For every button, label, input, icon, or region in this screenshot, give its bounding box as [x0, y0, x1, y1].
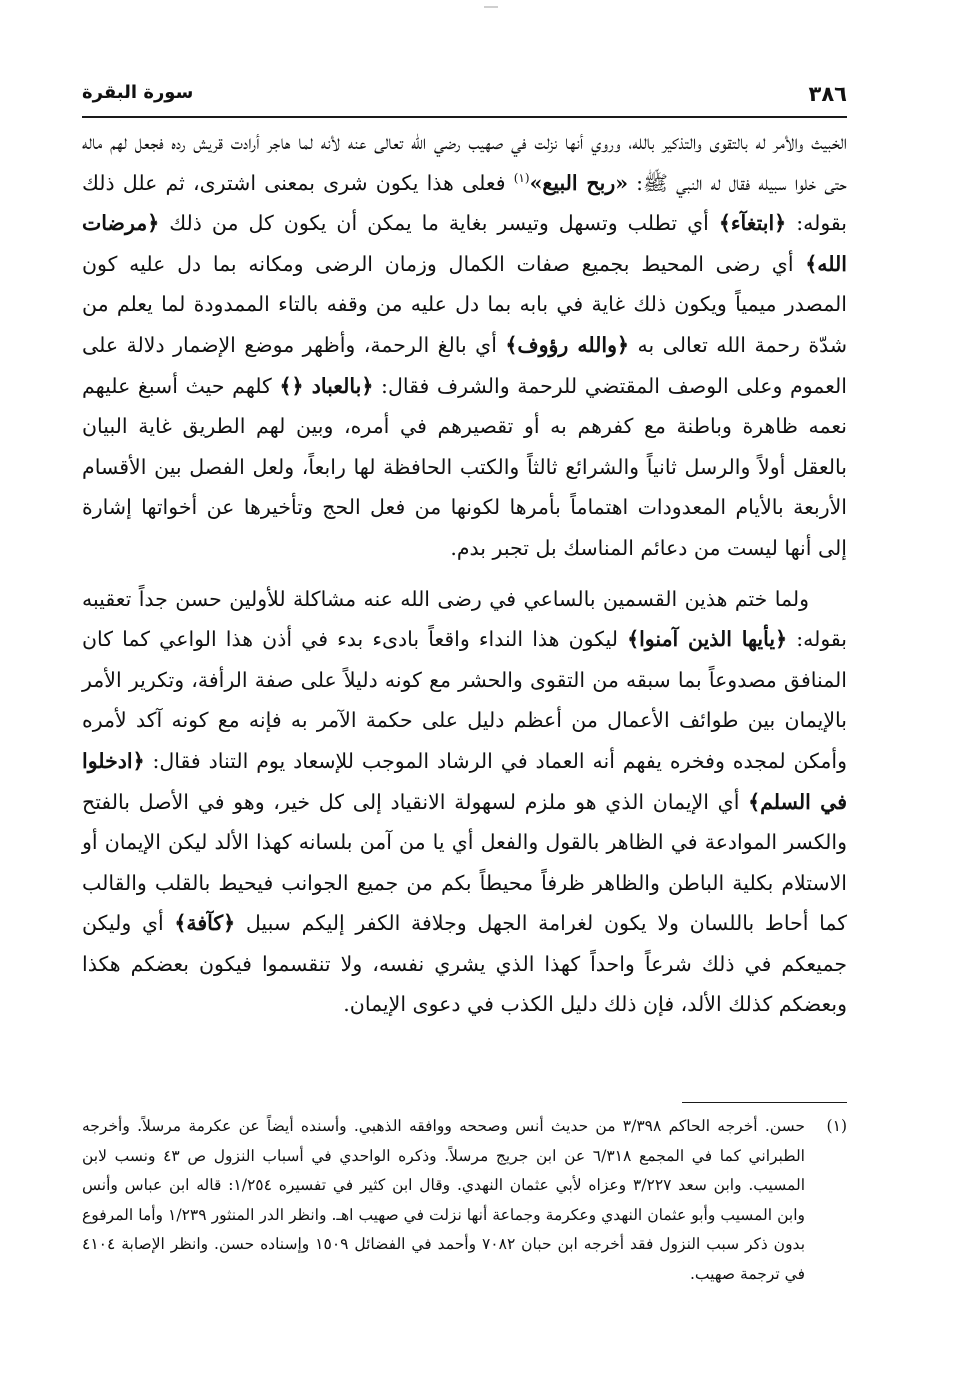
paragraph-1: [82, 122, 847, 569]
text-run: كلهم حيث أسبغ عليهم نعمه ظاهرة وباطنة مع كفرهم به أو تقصيرهم في أمره، وبين لهم الطريق غاية البيان بالعقل أولاً والرسل ثانياً والشرائع ثالثاً والكتب الحافظة لها رابعاً، ولعل الفصل بين الأقسام الأربعة بالأيام المعدودات اهتماماً بأمرها لكونها من فعل الحج وتأخيرها عن أخواتها إشارة إلى أنها ليست من دعائم المناسك بل تجبر بدم.: [82, 373, 847, 560]
page-top-mark: [484, 6, 498, 8]
main-text: [82, 122, 847, 1025]
footnote-reference: (١): [513, 170, 530, 185]
text-run: أي وليكن جميعكم في ذلك شرعاً واحداً كهذا الذي يشري نفسه، ولا تنقسموا فيكون بعضكم هكذا وبعضكم كذلك الألد، فإن ذلك دليل الكذب في دعوى الإيمان.: [82, 911, 847, 1017]
page-header: [82, 80, 847, 114]
header-rule: [82, 116, 847, 118]
hadith-quote: «ربح البيع»: [529, 170, 629, 195]
text-run: أي بالغ الرحمة، وأظهر موضع الإضمار دلالة على العموم وعلى الوصف المقتضي للرحمة والشرف فقال:: [82, 332, 847, 398]
text-run: أي الإيمان الذي هو ملزم لسهولة الانقياد إلى كل خير، وهو في الأصل بالفتح والكسر الموادعة في الظاهر بالقول والفعل أي يا من آمن بلسانه كهذا الألد ليكن الإيمان أو الاستلام بكلية الباطن والظاهر ظرفاً محيطاً بكم من جميع الجوانب فيحيط بالقلب والقالب كما أحاط باللسان ولا يكون لغرامة الجهل وجلافة الكفر إليكم سبيل: [82, 789, 847, 936]
text-run: ليكون هذا النداء واقعاً بادىء بدء في أذن هذا الواعي كما كان المنافق مصدوعاً بما سبقه من التقوى والحشر مع كونه دليلاً على صفة الرأفة، وتكرير الأمر بالإيمان بين طوائف الأعمال من أعظم دليل على حكمة الآمر به فإنه مع كونه آكد لأمره وأمكن لمجده وفخره يفهم أنه العماد في الرشاد الموجب للإسعاد يوم التناد فقال:: [82, 627, 847, 773]
footnote-number: (١): [826, 1117, 847, 1135]
quran-quote: ﴿مرضات الله﴾: [82, 211, 847, 276]
footnote-1: [82, 1112, 847, 1289]
quran-quote: ﴿والله رؤوف﴾: [505, 332, 630, 357]
text-run: الخبيث والأمر له بالتقوى والتذكير بالله، وروي أنها نزلت في صهيب رضي الله تعالى عنه لأنه لما هاجر أرادت قريش رده فجعل لهم ماله حتى خلوا سبيله فقال له النبي ﷺ:: [82, 130, 847, 195]
quran-quote: ﴿ابتغآء﴾: [718, 211, 787, 236]
quran-quote: ﴿كآفة﴾: [174, 911, 236, 936]
text-run: أي رضى المحيط بجميع صفات الكمال وزمان الرضى ومكانه بما دل عليه كون المصدر ميمياً ويكون ذلك غاية في بابه بما دل عليه من وقفه بالتاء الممدودة لما يعلم من شدّة رحمة الله تعالى به: [82, 251, 847, 357]
text-run: فعلى هذا يكون شرى بمعنى اشترى، ثم علل ذلك بقوله:: [82, 170, 848, 236]
quran-quote: ﴿بالعباد ﴿﴾: [279, 373, 374, 398]
page-number: ٣٨٦: [808, 82, 847, 106]
running-title: سورة البقرة: [82, 82, 194, 103]
quran-quote: ﴿يأيها الذين آمنوا﴾: [627, 627, 788, 652]
quran-quote: ﴿ادخلوا في السلم﴾: [82, 748, 848, 814]
footnote-separator: [682, 1102, 847, 1103]
text-run: ولما ختم هذين القسمين بالساعي في رضى الله عنه مشاكلة للأولين حسن جداً تعقيبه بقوله:: [82, 586, 848, 652]
paragraph-2: [82, 579, 847, 1026]
text-run: أي تطلب وتسهل وتيسر بغاية ما يمكن أن يكون كل من ذلك: [159, 211, 719, 236]
footnote-text: حسن. أخرجه الحاكم ٣/٣٩٨ من حديث أنس وصححه ووافقه الذهبي. وأسنده أيضاً عن عكرمة مرسلاً. وأخرجه الطبراني كما في المجمع ٦/٣١٨ عن ابن جريج مرسلاً. وذكره الواحدي في أسباب النزول ص ٤٣ ونسب لابن المسيب. وابن سعد ٣/٢٢٧ وعزاه لأبي عثمان النهدي. وقال ابن كثير في تفسيره ١/٢٥٤: قاله ابن عباس وأنس وابن المسيب وأبو عثمان النهدي وعكرمة وجماعة أنها نزلت في صهيب اهـ. وانظر الدر المنثور ١/٢٣٩ وأما المرفوع بدون ذكر سبب النزول فقد أخرجه ابن حبان ٧٠٨٢ وأحمد في الفضائل ١٥٠٩ وإسناده حسن. وانظر الإصابة ٤١٠٤ في ترجمة صهيب.: [82, 1117, 806, 1283]
footnotes: [82, 1112, 847, 1289]
